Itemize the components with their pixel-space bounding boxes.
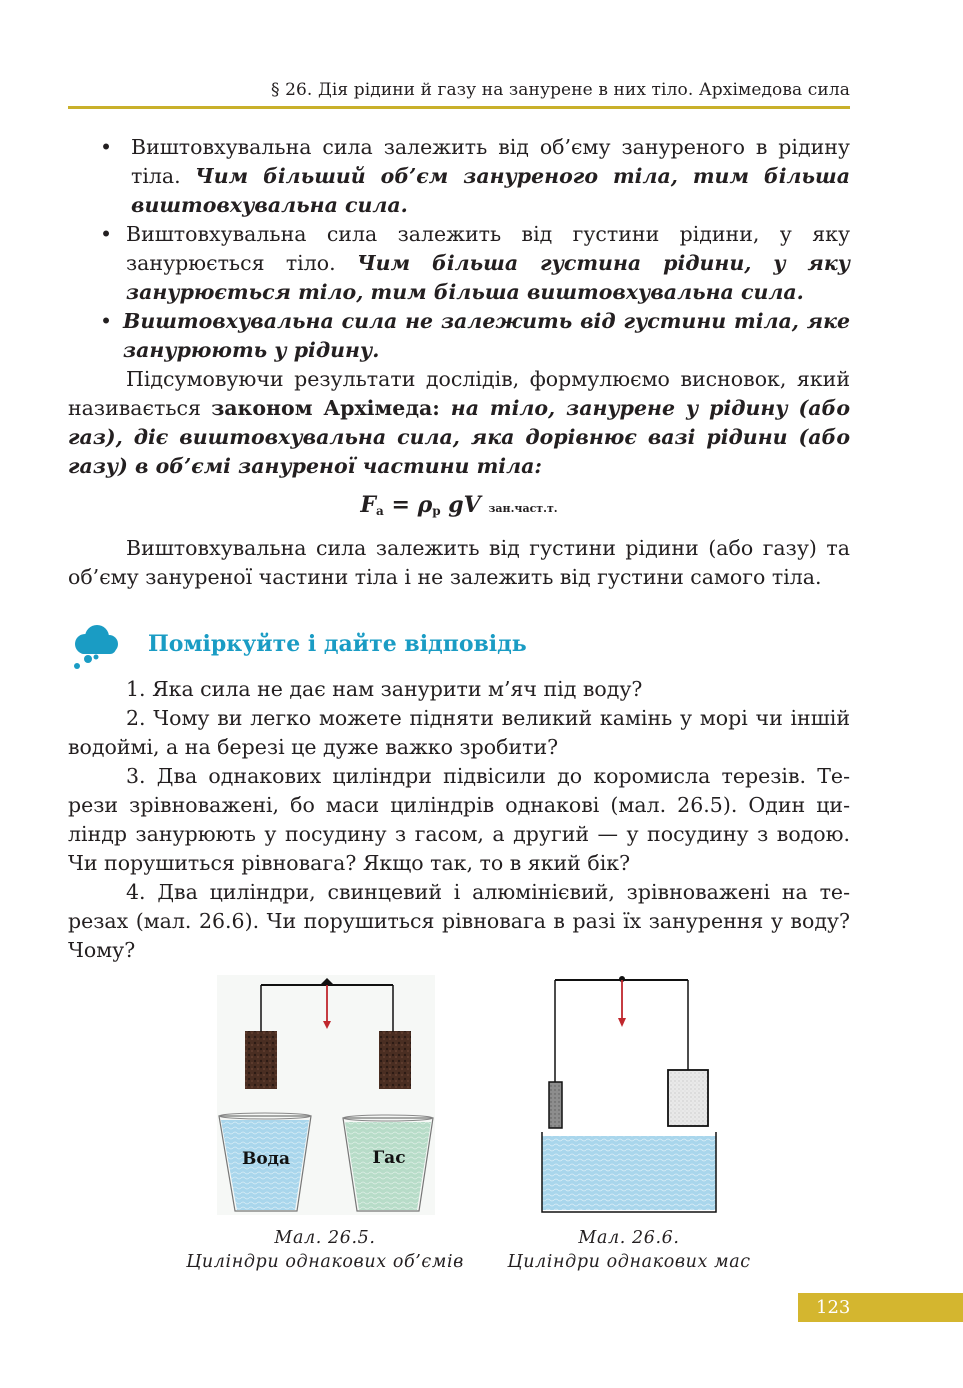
question-item: 2. Чому ви легко можете підняти великий камінь у морі чи іншій водоймі, а на березі це дуже важко зробити? — [68, 706, 850, 759]
summary-block — [68, 534, 850, 592]
formula-force-sub: а — [376, 504, 384, 518]
formula-equals: = — [383, 492, 418, 518]
caption-number: Мал. 26.5. — [274, 1228, 376, 1248]
archimedes-law-paragraph — [68, 365, 850, 481]
law-statement: на тіло, занурене у рідину (або газ), діє виштовхувальна сила, яка дорівнює вазі рідини (або газу) в об’ємі зануреної частини тіла: — [68, 396, 850, 478]
bullet-item — [68, 307, 850, 365]
left-cylinder — [245, 1031, 277, 1089]
figure-caption — [180, 1226, 470, 1274]
question-item: 1. Яка сила не дає нам занурити м’яч під воду? — [126, 677, 643, 701]
question-item: 3. Два однакових циліндри підвісили до коромисла терезів. Терези зрівноважені, бо маси циліндрів однакові (мал. 26.5). Один циліндр занурюють у посудину з гасом, а другий — у посудину з водою. Чи порушиться рівновага? Якщо так, то в який бік? — [68, 764, 850, 875]
page-number: 123 — [798, 1293, 963, 1322]
header-rule — [68, 106, 850, 109]
caption-text: Циліндри однакових об’ємів — [186, 1252, 464, 1272]
bullet-emphasis: Чим більша густина рідини, у яку занурюється тіло, тим більша виштовхувальна сила. — [126, 251, 851, 304]
caption-number: Мал. 26.6. — [578, 1228, 680, 1248]
law-intro: Підсумовуючи результати дослідів, формулюємо висновок, який називається — [68, 367, 850, 420]
section-heading: Поміркуйте і дайте відповідь — [148, 631, 527, 657]
formula-g: g — [440, 492, 464, 518]
bullet-text: Виштовхувальна сила залежить від об’єму зануреного в рідину тіла. — [131, 135, 850, 188]
question-item: 4. Два циліндри, свинцевий і алюмінієвий, зрівноважені на терезах (мал. 26.6). Чи порушиться рівновага в разі їх занурення у воду? Чому? — [68, 880, 850, 962]
formula-density-sub: р — [432, 504, 441, 518]
aluminium-cylinder — [668, 1070, 708, 1126]
bullet-dot: • — [100, 222, 113, 246]
bullet-dot: • — [100, 135, 113, 159]
lead-cylinder — [549, 1082, 562, 1128]
bullet-item — [68, 220, 850, 307]
formula-density: ρ — [417, 492, 433, 518]
formula-volume-sub: зан.част.т. — [488, 502, 558, 515]
caption-text: Циліндри однакових мас — [507, 1252, 751, 1272]
bullet-dot: • — [100, 309, 113, 333]
law-name: законом Архімеда: — [211, 396, 440, 420]
bullet-emphasis: Чим більший об’єм зануреного тіла, тим більша виштовхувальна сила. — [131, 164, 850, 217]
right-cylinder — [379, 1031, 411, 1089]
running-header: § 26. Дія рідини й газу на занурене в них тіло. Архімедова сила — [271, 80, 850, 100]
figure-26-6 — [538, 972, 720, 1217]
formula-force: F — [360, 492, 377, 518]
pointer-arrowhead — [618, 1018, 626, 1027]
summary-paragraph: Виштовхувальна сила залежить від густини рідини (або газу) та об’єму зануреної частини тіла і не залежить від густини самого тіла. — [68, 536, 850, 589]
archimedes-formula — [68, 492, 850, 518]
kerosene-label: Гас — [372, 1148, 406, 1168]
water-label: Вода — [241, 1149, 291, 1169]
bullet-item — [68, 133, 850, 220]
question-list — [68, 675, 850, 965]
figure-caption — [500, 1226, 758, 1274]
formula-volume: V — [463, 492, 481, 518]
cloud-icon — [68, 624, 122, 674]
bullet-emphasis: Виштовхувальна сила не залежить від густини тіла, яке занурюють у рідину. — [123, 309, 850, 362]
bullet-text: Виштовхувальна сила залежить від густини рідини, у яку занурюється тіло. — [126, 222, 850, 275]
figure-26-5 — [217, 975, 435, 1215]
bullet-list — [68, 133, 850, 481]
